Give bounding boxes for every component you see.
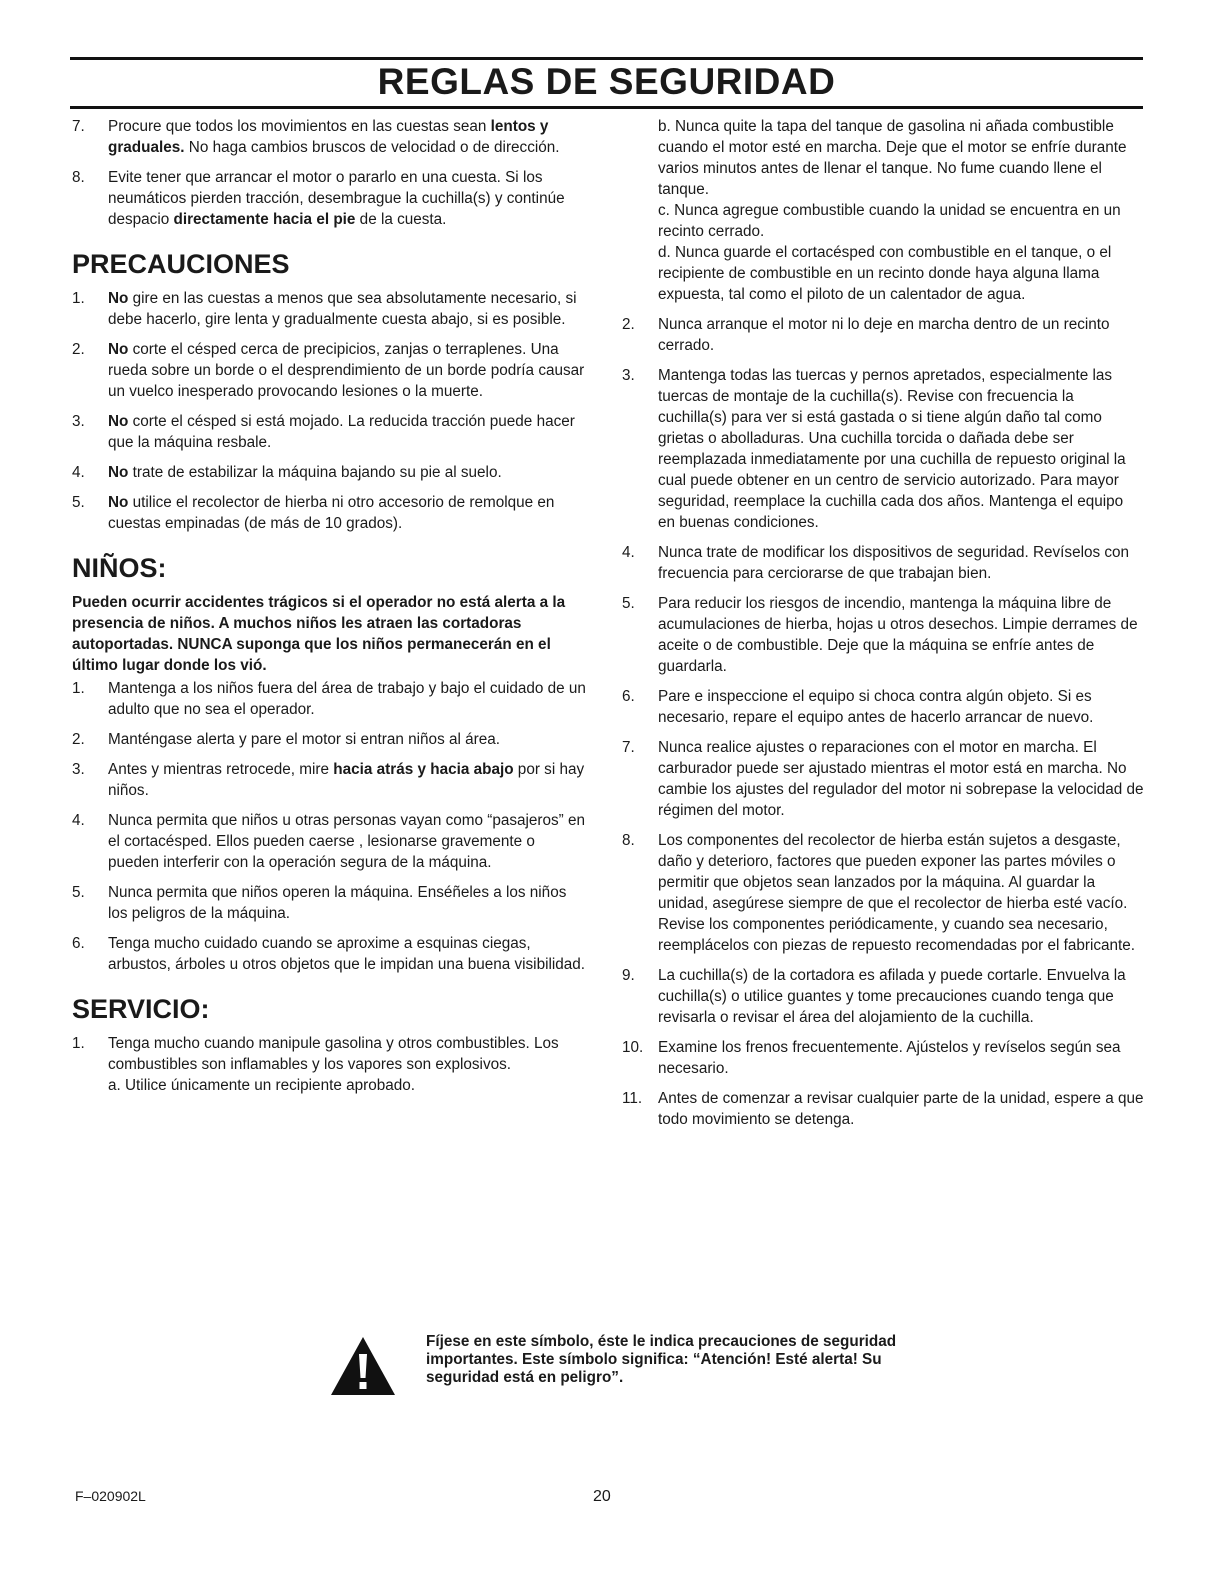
item-number: 1. xyxy=(72,290,85,307)
list-item xyxy=(72,462,590,483)
list-item xyxy=(622,365,1144,533)
list-item xyxy=(72,411,590,453)
item-text: Procure que todos los movimientos en las cuestas sean lentos y graduales. No haga cambios bruscos de velocidad o de dirección. xyxy=(108,118,560,156)
item-text: Nunca arranque el motor ni lo deje en marcha dentro de un recinto cerrado. xyxy=(658,316,1110,354)
title-bar xyxy=(70,57,1143,109)
list-item xyxy=(622,737,1144,821)
item-text: No corte el césped si está mojado. La reducida tracción puede hacer que la máquina resbale. xyxy=(108,413,575,451)
list-item xyxy=(622,542,1144,584)
left-column xyxy=(72,116,590,1105)
item-number: 4. xyxy=(622,544,635,561)
ninos-list xyxy=(72,678,590,975)
item-number: 1. xyxy=(72,1035,85,1052)
precauciones-heading: PRECAUCIONES xyxy=(72,249,290,279)
item-number: 1. xyxy=(72,680,85,697)
safety-notice xyxy=(330,1333,950,1403)
list-item xyxy=(72,339,590,402)
list-item xyxy=(72,288,590,330)
item-text: Mantenga a los niños fuera del área de trabajo y bajo el cuidado de un adulto que no sea el operador. xyxy=(108,680,586,718)
list-item xyxy=(72,678,590,720)
precauciones-list xyxy=(72,288,590,534)
item-text: No utilice el recolector de hierba ni otro accesorio de remolque en cuestas empinadas (de más de 10 grados). xyxy=(108,494,555,532)
servicio-item-1a: a. Utilice únicamente un recipiente aprobado. xyxy=(108,1077,415,1094)
list-item xyxy=(622,830,1144,956)
item-text: Pare e inspeccione el equipo si choca contra algún objeto. Si es necesario, repare el equipo antes de hacerlo arrancar de nuevo. xyxy=(658,688,1094,726)
item-text: Para reducir los riesgos de incendio, mantenga la máquina libre de acumulaciones de hierba, hojas u otros desechos. Limpie derrames de aceite o de combustible. Deje que la máquina se enfríe antes de guardarla. xyxy=(658,595,1138,675)
servicio-item-1b: b. Nunca quite la tapa del tanque de gasolina ni añada combustible cuando el motor esté en marcha. Deje que el motor se enfríe durante varios minutos antes de llenar el tanque. No fume cuando llene el tanque. xyxy=(658,118,1127,198)
item-number: 2. xyxy=(72,341,85,358)
item-number: 7. xyxy=(72,118,85,135)
item-number: 5. xyxy=(72,494,85,511)
item-number: 5. xyxy=(72,884,85,901)
servicio-heading: SERVICIO: xyxy=(72,994,210,1024)
list-item xyxy=(622,965,1144,1028)
item-text: Nunca trate de modificar los dispositivos de seguridad. Revíselos con frecuencia para cerciorarse de que trabajan bien. xyxy=(658,544,1130,582)
list-item xyxy=(622,593,1144,677)
item-number: 5. xyxy=(622,595,635,612)
item-number: 3. xyxy=(72,413,85,430)
item-text: Antes y mientras retrocede, mire hacia atrás y hacia abajo por si hay niños. xyxy=(108,761,585,799)
item-text xyxy=(108,1033,590,1096)
item-number: 6. xyxy=(72,935,85,952)
item-number: 9. xyxy=(622,967,635,984)
item-text: No trate de estabilizar la máquina bajando su pie al suelo. xyxy=(108,464,502,481)
right-column xyxy=(622,116,1144,1139)
item-text: Nunca permita que niños operen la máquina. Enséñeles a los niños los peligros de la máquina. xyxy=(108,884,567,922)
servicio-item-1c: c. Nunca agregue combustible cuando la unidad se encuentra en un recinto cerrado. xyxy=(658,202,1121,240)
item-number: 3. xyxy=(622,367,635,384)
item-number: 8. xyxy=(72,169,85,186)
item-number: 3. xyxy=(72,761,85,778)
list-item xyxy=(622,1088,1144,1130)
list-item xyxy=(72,759,590,801)
list-item xyxy=(622,686,1144,728)
item-text: Examine los frenos frecuentemente. Ajústelos y revíselos según sea necesario. xyxy=(658,1039,1121,1077)
continued-list xyxy=(72,116,590,230)
page-title: REGLAS DE SEGURIDAD xyxy=(377,61,836,102)
item-text: Tenga mucho cuidado cuando se aproxime a esquinas ciegas, arbustos, árboles u otros objetos que le impidan una buena visibilidad. xyxy=(108,935,586,973)
item-number: 11. xyxy=(622,1090,643,1107)
list-item xyxy=(72,167,590,230)
list-item xyxy=(72,933,590,975)
item-number: 6. xyxy=(622,688,635,705)
list-item xyxy=(72,729,590,750)
item-number: 8. xyxy=(622,832,635,849)
safety-notice-text: Fíjese en este símbolo, éste le indica precauciones de seguridad importantes. Este símbolo significa: “Atención! Esté alerta! Su seguridad está en peligro”. xyxy=(426,1333,897,1386)
list-item xyxy=(72,116,590,158)
servicio-list xyxy=(622,314,1144,1130)
warning-triangle-icon xyxy=(330,1336,396,1396)
list-item xyxy=(72,492,590,534)
item-text: Los componentes del recolector de hierba están sujetos a desgaste, daño y deterioro, factores que pueden exponer las partes móviles o permitir que objetos sean lanzados por la máquina. Al guardar la unidad, asegúrese siempre de que el recolector de hierba esté vacío. Revise los componentes periódicamente, y cuando sea necesario, reemplácelos con piezas de repuesto recomendadas por el fabricante. xyxy=(658,832,1136,954)
item-number: 4. xyxy=(72,464,85,481)
item-text: No corte el césped cerca de precipicios, zanjas o terraplenes. Una rueda sobre un borde o el desprendimiento de un borde podría causar un vuelco inesperado provocando lesiones o la muerte. xyxy=(108,341,585,400)
list-item xyxy=(622,1037,1144,1079)
item-text: No gire en las cuestas a menos que sea absolutamente necesario, si debe hacerlo, gire lenta y gradualmente cuesta abajo, si es posible. xyxy=(108,290,577,328)
item-text: Antes de comenzar a revisar cualquier parte de la unidad, espere a que todo movimiento se detenga. xyxy=(658,1090,1144,1128)
list-item xyxy=(72,1033,590,1096)
list-item xyxy=(72,810,590,873)
servicio-subitems xyxy=(622,116,1144,305)
servicio-item-1: Tenga mucho cuando manipule gasolina y otros combustibles. Los combustibles son inflamables y los vapores son explosivos. xyxy=(108,1035,559,1073)
item-number: 10. xyxy=(622,1039,644,1056)
page-number: 20 xyxy=(593,1488,611,1505)
item-text: Mantenga todas las tuercas y pernos apretados, especialmente las tuercas de montaje de la cuchilla(s). Revise con frecuencia la cuchilla(s) para ver si está gastada o si tiene algún daño tal como grietas o abolladuras. Una cuchilla torcida o dañada debe ser reemplazada inmediatamente por una cuchilla de repuesto original la cual puede obtener en un centro de servicio autorizado. Para mayor seguridad, reemplace la cuchilla cada dos años. Mantenga el equipo en buenas condiciones. xyxy=(658,367,1126,531)
ninos-intro: Pueden ocurrir accidentes trágicos si el operador no está alerta a la presencia de niños. A muchos niños les atraen las cortadoras autoportadas. NUNCA suponga que los niños permanecerán en el último lugar donde los vió. xyxy=(72,594,566,674)
item-number: 2. xyxy=(622,316,635,333)
item-text: La cuchilla(s) de la cortadora es afilada y puede cortarle. Envuelva la cuchilla(s) o utilice guantes y tome precauciones cuando tenga que revisarla o revisar el área del alojamiento de la cuchilla. xyxy=(658,967,1126,1026)
ninos-heading: NIÑOS: xyxy=(72,553,167,583)
item-number: 7. xyxy=(622,739,635,756)
item-text: Nunca permita que niños u otras personas vayan como “pasajeros” en el cortacésped. Ellos pueden caerse , lesionarse gravemente o pueden interferir con la operación segura de la máquina. xyxy=(108,812,586,871)
item-text: Manténgase alerta y pare el motor si entran niños al área. xyxy=(108,731,500,748)
item-text: Nunca realice ajustes o reparaciones con el motor en marcha. El carburador puede ser ajustado mientras el motor está en marcha. No cambie los ajustes del regulador del motor ni sobrepase la velocidad de régimen del motor. xyxy=(658,739,1144,819)
item-number: 2. xyxy=(72,731,85,748)
item-number: 4. xyxy=(72,812,85,829)
footer-code: F–020902L xyxy=(75,1488,146,1504)
servicio-item-1d: d. Nunca guarde el cortacésped con combustible en el tanque, o el recipiente de combustible en un recinto donde haya alguna llama expuesta, tal como el piloto de un calentador de agua. xyxy=(658,244,1112,303)
list-item xyxy=(72,882,590,924)
item-text: Evite tener que arrancar el motor o pararlo en una cuesta. Si los neumáticos pierden tracción, desembrague la cuchilla(s) y continúe despacio directamente hacia el pie de la cuesta. xyxy=(108,169,565,228)
list-item xyxy=(622,314,1144,356)
